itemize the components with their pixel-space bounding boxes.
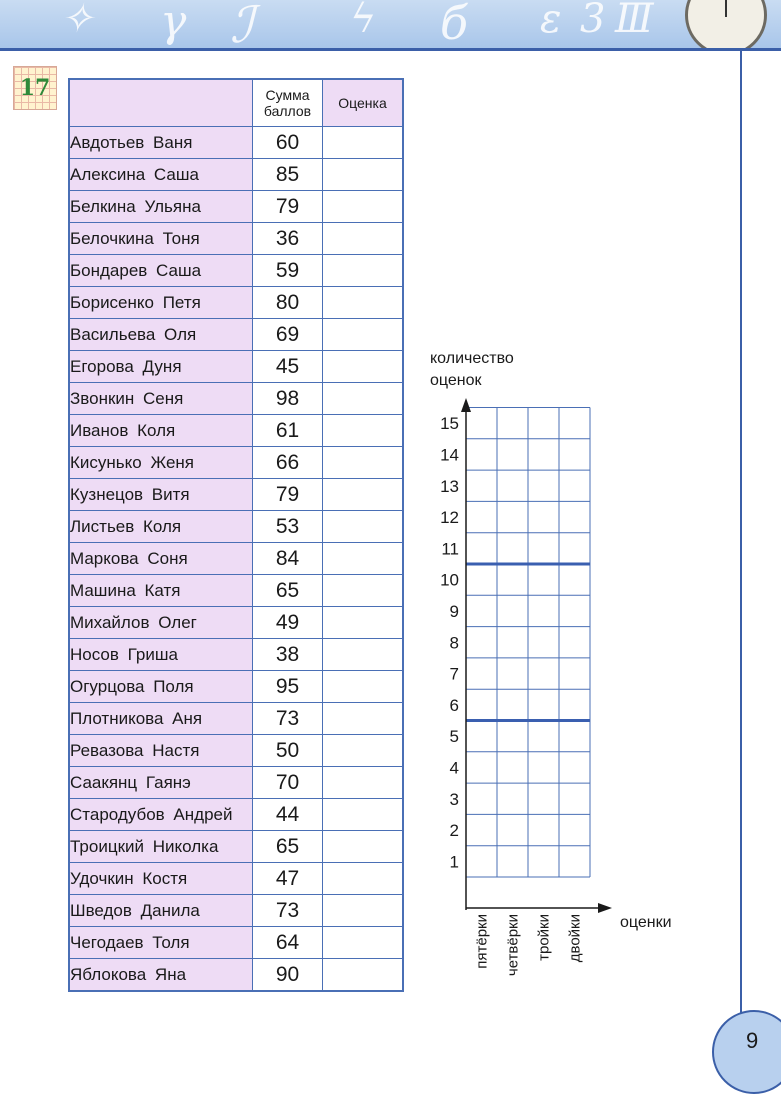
decor-glyph: γ	[160, 0, 187, 47]
chart-x-label: оценки	[620, 914, 672, 931]
decor-glyph: Ⅲ	[615, 0, 654, 42]
score-value: 61	[253, 415, 323, 447]
y-tick-label: 6	[449, 695, 459, 715]
y-tick-label: 9	[449, 601, 459, 621]
y-axis-arrow	[461, 398, 471, 412]
decor-glyph: ✧	[60, 0, 94, 42]
score-value: 53	[253, 511, 323, 543]
score-value: 65	[253, 575, 323, 607]
y-tick-label: 2	[449, 821, 459, 841]
student-name: Чегодаев Толя	[69, 927, 253, 959]
score-value: 73	[253, 895, 323, 927]
score-value: 98	[253, 383, 323, 415]
student-name: Стародубов Андрей	[69, 799, 253, 831]
y-tick-label: 3	[449, 789, 459, 809]
header-sum: Сумма баллов	[253, 79, 323, 127]
score-value: 59	[253, 255, 323, 287]
y-tick-label: 7	[449, 664, 459, 684]
score-value: 69	[253, 319, 323, 351]
category-label: четвёрки	[504, 914, 522, 977]
student-name: Егорова Дуня	[69, 351, 253, 383]
score-value: 47	[253, 863, 323, 895]
score-value: 65	[253, 831, 323, 863]
student-name: Звонкин Сеня	[69, 383, 253, 415]
y-tick-label: 13	[440, 476, 459, 496]
student-name: Белкина Ульяна	[69, 191, 253, 223]
decor-glyph: ε	[540, 0, 562, 42]
student-name: Борисенко Петя	[69, 287, 253, 319]
task-number-badge: 17	[13, 66, 57, 110]
score-value: 85	[253, 159, 323, 191]
y-tick-label: 1	[449, 852, 459, 872]
y-tick-label: 14	[440, 445, 459, 465]
student-name: Носов Гриша	[69, 639, 253, 671]
y-tick-label: 11	[441, 539, 459, 559]
student-name: Кисунько Женя	[69, 447, 253, 479]
score-value: 80	[253, 287, 323, 319]
score-value: 79	[253, 479, 323, 511]
student-name: Плотникова Аня	[69, 703, 253, 735]
x-axis-arrow	[598, 903, 612, 913]
student-name: Авдотьев Ваня	[69, 127, 253, 159]
category-label: двойки	[566, 914, 584, 963]
category-label: пятёрки	[473, 914, 491, 969]
decor-glyph: ϟ	[350, 0, 377, 42]
score-value: 49	[253, 607, 323, 639]
score-value: 70	[253, 767, 323, 799]
student-name: Огурцова Поля	[69, 671, 253, 703]
student-name: Кузнецов Витя	[69, 479, 253, 511]
student-name: Машина Катя	[69, 575, 253, 607]
score-value: 38	[253, 639, 323, 671]
score-value: 90	[253, 959, 323, 992]
category-label: тройки	[535, 914, 553, 961]
score-value: 66	[253, 447, 323, 479]
decor-glyph: 3	[580, 0, 606, 42]
header-grade: Оценка	[323, 79, 404, 127]
student-name: Иванов Коля	[69, 415, 253, 447]
score-value: 44	[253, 799, 323, 831]
student-name: Белочкина Тоня	[69, 223, 253, 255]
y-tick-label: 4	[449, 758, 459, 778]
score-value: 45	[253, 351, 323, 383]
page-number: 9	[746, 1028, 759, 1053]
student-name: Васильева Оля	[69, 319, 253, 351]
y-tick-label: 5	[449, 727, 459, 747]
decor-glyph: ℐ	[230, 0, 254, 51]
score-value: 79	[253, 191, 323, 223]
y-tick-label: 8	[449, 633, 459, 653]
score-value: 95	[253, 671, 323, 703]
student-name: Ревазова Настя	[69, 735, 253, 767]
score-value: 73	[253, 703, 323, 735]
student-name: Яблокова Яна	[69, 959, 253, 992]
student-name: Бондарев Саша	[69, 255, 253, 287]
student-name: Михайлов Олег	[69, 607, 253, 639]
student-name: Саакянц Гаянэ	[69, 767, 253, 799]
student-name: Маркова Соня	[69, 543, 253, 575]
score-value: 60	[253, 127, 323, 159]
y-tick-label: 15	[440, 414, 459, 434]
student-name: Алексина Саша	[69, 159, 253, 191]
student-name: Листьев Коля	[69, 511, 253, 543]
y-tick-label: 10	[440, 570, 459, 590]
score-value: 50	[253, 735, 323, 767]
student-name: Шведов Данила	[69, 895, 253, 927]
score-value: 36	[253, 223, 323, 255]
score-value: 84	[253, 543, 323, 575]
student-name: Удочкин Костя	[69, 863, 253, 895]
decor-glyph: б	[440, 0, 469, 50]
y-tick-label: 12	[440, 508, 459, 528]
student-name: Троицкий Николка	[69, 831, 253, 863]
chart-y-label: количество оценок	[430, 350, 514, 389]
score-value: 64	[253, 927, 323, 959]
